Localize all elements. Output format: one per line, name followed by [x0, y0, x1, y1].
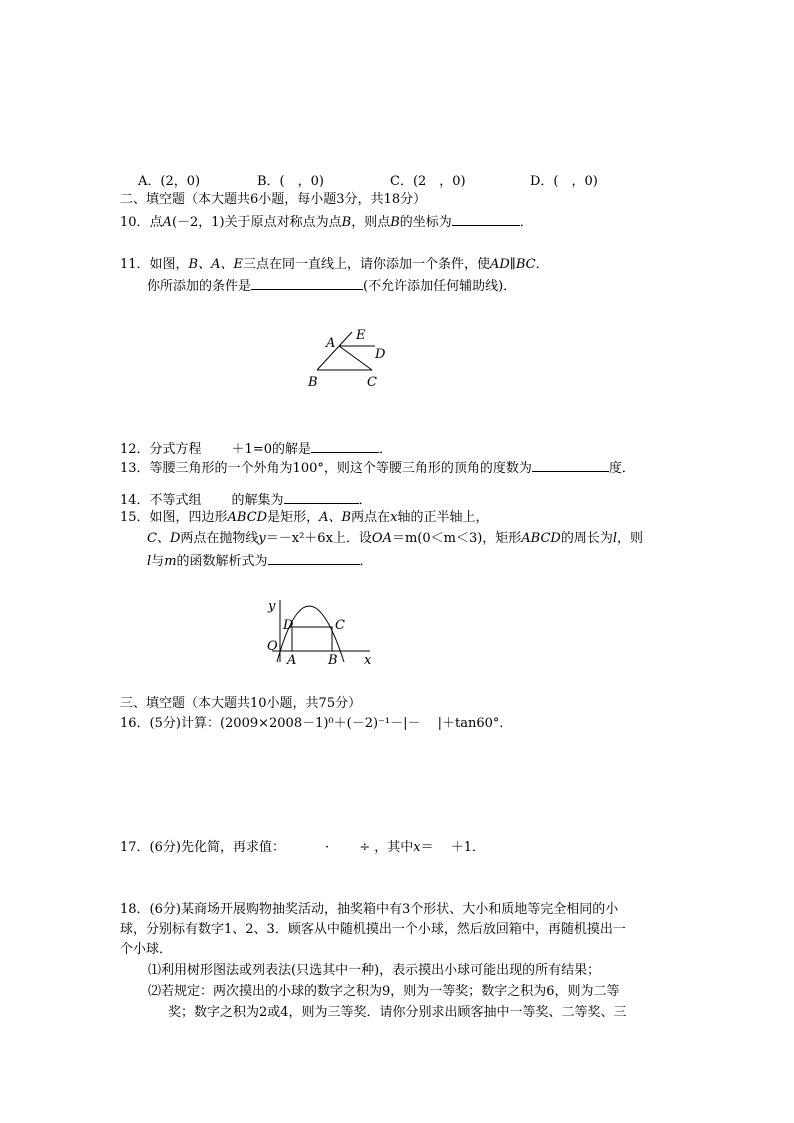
- q9-option-a: A．(2，0): [138, 174, 201, 189]
- q13-answer-blank[interactable]: [532, 459, 609, 472]
- q10-point-b2: B: [390, 215, 400, 230]
- label-e: E: [356, 328, 366, 343]
- q9-option-c: C．(2 ，0): [390, 174, 466, 189]
- q15-line2-end2: ，则: [617, 531, 644, 546]
- q15-eq2: ＝m(0＜m＜3)，矩形: [391, 531, 522, 546]
- label-d: D: [375, 347, 386, 362]
- question-11: [120, 257, 549, 273]
- q13-prefix: 13．等腰三角形的一个外角为100°，则这个等腰三角形的顶角的度数为: [120, 461, 532, 476]
- q15-eq: ＝－x²＋6x上．设: [265, 531, 372, 546]
- question-18-part1: ⑴利用树形图法或列表法(只选其中一种)，表示摸出小球可能出现的所有结果；: [148, 963, 601, 978]
- q15-line1-mid: 是矩形，: [267, 510, 320, 525]
- q15-line3-end: 的函数解析式为: [176, 554, 268, 569]
- q10-mid: ，则点: [351, 215, 391, 230]
- q15-answer-blank[interactable]: [268, 552, 360, 565]
- q10-end: ．: [519, 215, 533, 230]
- q10-prefix: 10．点: [120, 215, 163, 230]
- q12-mid: ＋1=0的解是: [231, 442, 311, 457]
- q10-answer-blank[interactable]: [452, 213, 520, 226]
- question-10: [120, 213, 533, 231]
- q17-x: x: [413, 840, 421, 855]
- q15-x: x: [390, 510, 398, 525]
- question-18-line1: 18．(6分)某商场开展购物抽奖活动，抽奖箱中有3个形状、大小和质地等完全相同的小: [120, 902, 619, 917]
- question-18-part2-line1: ⑵若规定：两次摸出的小球的数字之积为9，则为一等奖；数字之积为6，则为二等: [148, 984, 620, 999]
- q15-line3-l: l: [147, 554, 152, 569]
- q11-points: B、A、E: [188, 257, 243, 272]
- q12-prefix: 12．分式方程: [120, 442, 202, 457]
- q15-m: m: [164, 554, 177, 569]
- q10-suffix: 的坐标为: [399, 215, 452, 230]
- q15-cd: C、D: [147, 531, 181, 546]
- q15-oa: OA: [371, 531, 392, 546]
- q9-option-b: B．( ，0): [257, 174, 324, 189]
- q9-option-d: D．( ，0): [530, 174, 598, 189]
- q12-end: ．: [378, 442, 392, 457]
- q11-line2-prefix: 你所添加的条件是: [147, 279, 252, 294]
- q15-line2-end: 的周长为: [560, 531, 613, 546]
- q10-point-b: B: [341, 215, 352, 230]
- label-d: D: [283, 618, 294, 633]
- question-15-line1: [120, 510, 488, 526]
- label-c: C: [335, 618, 345, 633]
- question-13: [120, 459, 635, 477]
- label-o: O: [267, 639, 278, 654]
- q17-ops: · ÷ ，其中: [324, 840, 414, 855]
- q15-line2-mid: 两点在抛物线: [180, 531, 259, 546]
- rectangle-abcd: [292, 627, 332, 651]
- q15-line1-end: 轴的正半轴上，: [397, 510, 489, 525]
- q10-point-a: A: [162, 215, 172, 230]
- q14-end: ．: [358, 493, 372, 508]
- label-a: A: [287, 653, 297, 668]
- label-a: A: [326, 336, 336, 351]
- q11-parallel: AD∥BC: [490, 257, 536, 272]
- q15-y: y: [258, 531, 266, 546]
- q12-answer-blank[interactable]: [311, 440, 379, 453]
- label-x: x: [364, 653, 372, 668]
- question-11-line2: [147, 277, 516, 295]
- q13-end: 度．: [608, 461, 635, 476]
- label-y: y: [268, 599, 276, 614]
- question-18-line2: 球，分别标有数字1、2、3．顾客从中随机摸出一个小球，然后放回箱中，再随机摸出一: [120, 922, 626, 937]
- q14-answer-blank[interactable]: [284, 491, 359, 504]
- q17-end: ＝ ＋1．: [420, 840, 486, 855]
- q15-abcd: ABCD: [227, 510, 268, 525]
- q14-mid: 的解集为: [231, 493, 284, 508]
- q15-l: l: [612, 531, 618, 546]
- q11-answer-blank[interactable]: [251, 277, 363, 290]
- q15-ab: A、B: [319, 510, 352, 525]
- question-14: [120, 491, 372, 509]
- section-3-heading: 三、填空题（本大题共10小题，共75分）: [120, 696, 362, 711]
- q11-end: ．: [535, 257, 549, 272]
- question-18-line3: 个小球．: [120, 942, 173, 957]
- q11-mid: 三点在同一直线上，请你添加一个条件，使: [242, 257, 490, 272]
- q11-line2-suffix: (不允许添加任何辅助线)．: [363, 279, 517, 294]
- q15-line3-mid: 与: [151, 554, 165, 569]
- q14-prefix: 14．不等式组: [120, 493, 202, 508]
- question-12: [120, 440, 392, 458]
- q15-figure: [262, 596, 377, 668]
- question-15-line2: [147, 531, 643, 547]
- label-b: B: [328, 653, 338, 668]
- label-c: C: [367, 375, 377, 390]
- q17-prefix: 17．(6分)先化简，再求值：: [120, 840, 285, 855]
- segment-ac: [339, 346, 372, 370]
- question-15-line3: [147, 552, 373, 570]
- q15-line1-mid2: 两点在: [351, 510, 391, 525]
- question-18-part2-line2: 奖；数字之积为2或4，则为三等奖．请你分别求出顾客抽中一等奖、二等奖、三: [168, 1005, 627, 1020]
- question-17: [120, 840, 485, 856]
- q15-abcd2: ABCD: [521, 531, 561, 546]
- question-16: 16．(5分)计算：(2009×2008－1)⁰＋(－2)⁻¹－|－ |＋tan60°．: [120, 716, 513, 731]
- q11-prefix: 11．如图，: [120, 257, 189, 272]
- q15-line1-prefix: 15．如图，四边形: [120, 510, 228, 525]
- label-b: B: [308, 375, 318, 390]
- section-2-heading: 二、填空题（本大题共6小题，每小题3分，共18分）: [120, 192, 427, 207]
- q11-figure: [300, 322, 400, 392]
- q15-end: ．: [359, 554, 373, 569]
- q10-coord: (－2，1)关于原点对称点为点: [171, 215, 342, 230]
